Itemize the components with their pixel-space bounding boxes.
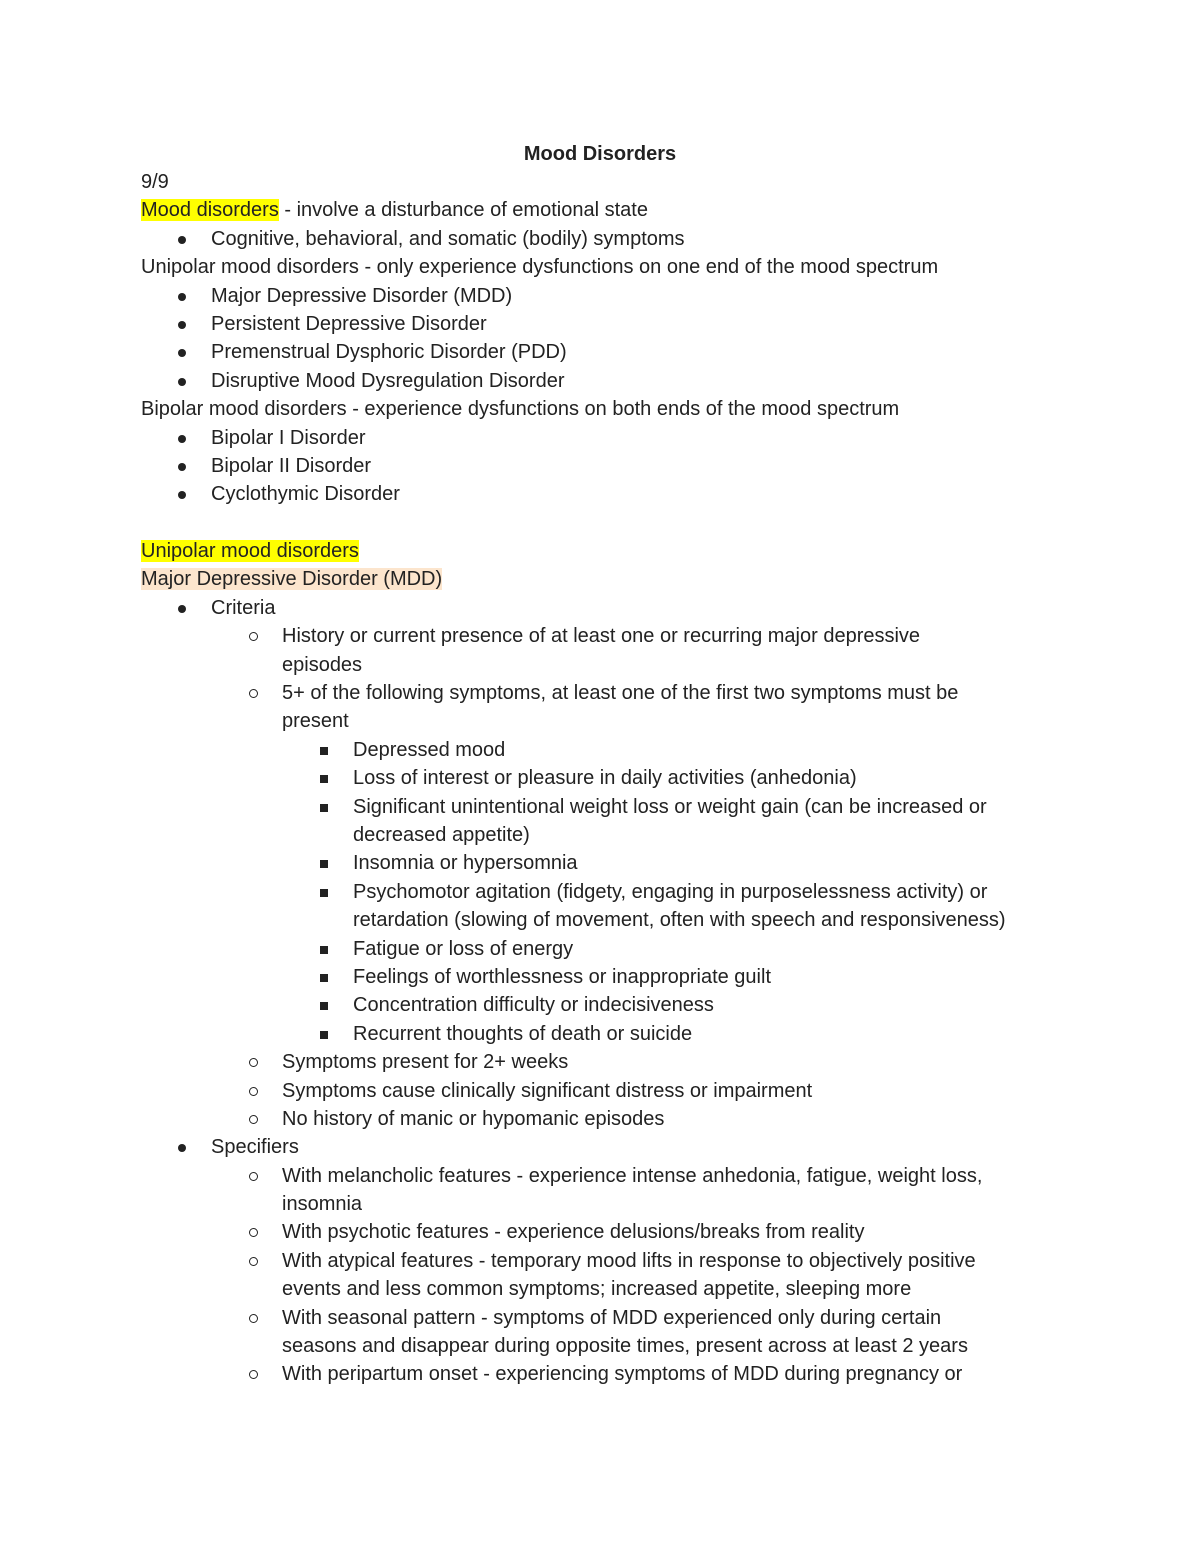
bipolar-definition: Bipolar mood disorders - experience dysfunctions on both ends of the mood spectrum: [141, 398, 900, 421]
list-item-continuation: decreased appetite): [353, 823, 530, 846]
hollow-bullet-icon: [249, 632, 258, 641]
list-item: Psychomotor agitation (fidgety, engaging in purposelessness activity) or: [141, 878, 1071, 906]
list-item: With peripartum onset - experiencing symptoms of MDD during pregnancy or: [141, 1360, 1071, 1388]
bullet-icon: [178, 293, 186, 301]
document-page: [141, 140, 1071, 1389]
list-item: With seasonal pattern - symptoms of MDD experienced only during certain: [141, 1304, 1071, 1332]
list-item: With atypical features - temporary mood lifts in response to objectively positive: [141, 1247, 1071, 1275]
list-item-continuation: retardation (slowing of movement, often with speech and responsiveness): [353, 909, 1006, 932]
list-item: Feelings of worthlessness or inappropriate guilt: [141, 963, 1071, 991]
list-item: Disruptive Mood Dysregulation Disorder: [141, 367, 1071, 395]
hollow-bullet-icon: [249, 1115, 258, 1124]
list-item: Significant unintentional weight loss or weight gain (can be increased or: [141, 793, 1071, 821]
bullet-icon: [178, 1144, 186, 1152]
list-item: With psychotic features - experience delusions/breaks from reality: [141, 1218, 1071, 1246]
hollow-bullet-icon: [249, 1370, 258, 1379]
bullet-icon: [178, 605, 186, 613]
page-title: Mood Disorders: [523, 143, 677, 165]
bullet-icon: [178, 491, 186, 499]
list-item: 5+ of the following symptoms, at least one of the first two symptoms must be: [141, 679, 1071, 707]
square-bullet-icon: [320, 860, 328, 868]
list-item: Cyclothymic Disorder: [141, 480, 1071, 508]
hollow-bullet-icon: [249, 1087, 258, 1096]
list-item: Fatigue or loss of energy: [141, 935, 1071, 963]
list-item-continuation: present: [282, 710, 349, 733]
square-bullet-icon: [320, 889, 328, 897]
hollow-bullet-icon: [249, 1172, 258, 1181]
list-item: Insomnia or hypersomnia: [141, 849, 1071, 877]
list-item: Symptoms present for 2+ weeks: [141, 1048, 1071, 1076]
list-item-continuation: insomnia: [282, 1193, 363, 1216]
list-item: Premenstrual Dysphoric Disorder (PDD): [141, 338, 1071, 366]
hollow-bullet-icon: [249, 1314, 258, 1323]
bullet-icon: [178, 236, 186, 244]
section-heading: Unipolar mood disorders: [141, 540, 359, 563]
list-item: History or current presence of at least one or recurring major depressive: [141, 622, 1071, 650]
square-bullet-icon: [320, 1031, 328, 1039]
unipolar-definition: Unipolar mood disorders - only experience dysfunctions on one end of the mood spectrum: [141, 256, 939, 279]
list-item: Major Depressive Disorder (MDD): [141, 282, 1071, 310]
bullet-icon: [178, 378, 186, 386]
hollow-bullet-icon: [249, 1228, 258, 1237]
bullet-icon: [178, 463, 186, 471]
hollow-bullet-icon: [249, 689, 258, 698]
list-item-criteria: Criteria: [141, 594, 1071, 622]
definition-text: - involve a disturbance of emotional state: [278, 199, 648, 222]
list-item: Loss of interest or pleasure in daily activities (anhedonia): [141, 764, 1071, 792]
list-item: Recurrent thoughts of death or suicide: [141, 1020, 1071, 1048]
square-bullet-icon: [320, 775, 328, 783]
list-item: Cognitive, behavioral, and somatic (bodily) symptoms: [141, 225, 1071, 253]
list-item: Persistent Depressive Disorder: [141, 310, 1071, 338]
list-item-continuation: episodes: [282, 653, 363, 676]
intro-definition: [141, 196, 1071, 224]
square-bullet-icon: [320, 804, 328, 812]
list-item: No history of manic or hypomanic episodes: [141, 1105, 1071, 1133]
list-item: Concentration difficulty or indecisiveness: [141, 991, 1071, 1019]
list-item: Depressed mood: [141, 736, 1071, 764]
list-item: With melancholic features - experience intense anhedonia, fatigue, weight loss,: [141, 1162, 1071, 1190]
section-subheading: Major Depressive Disorder (MDD): [141, 568, 443, 591]
square-bullet-icon: [320, 747, 328, 755]
hollow-bullet-icon: [249, 1257, 258, 1266]
list-item-continuation: events and less common symptoms; increased appetite, sleeping more: [282, 1278, 912, 1301]
list-item: Symptoms cause clinically significant distress or impairment: [141, 1077, 1071, 1105]
date-line: 9/9: [141, 171, 169, 193]
square-bullet-icon: [320, 974, 328, 982]
square-bullet-icon: [320, 1002, 328, 1010]
highlighted-term: Mood disorders: [141, 199, 279, 222]
hollow-bullet-icon: [249, 1058, 258, 1067]
bullet-icon: [178, 349, 186, 357]
list-item-specifiers: Specifiers: [141, 1133, 1071, 1161]
blank-line: [141, 509, 1071, 537]
square-bullet-icon: [320, 946, 328, 954]
list-item: Bipolar II Disorder: [141, 452, 1071, 480]
list-item: Bipolar I Disorder: [141, 424, 1071, 452]
bullet-icon: [178, 435, 186, 443]
list-item-continuation: seasons and disappear during opposite times, present across at least 2 years: [282, 1335, 968, 1358]
bullet-icon: [178, 321, 186, 329]
